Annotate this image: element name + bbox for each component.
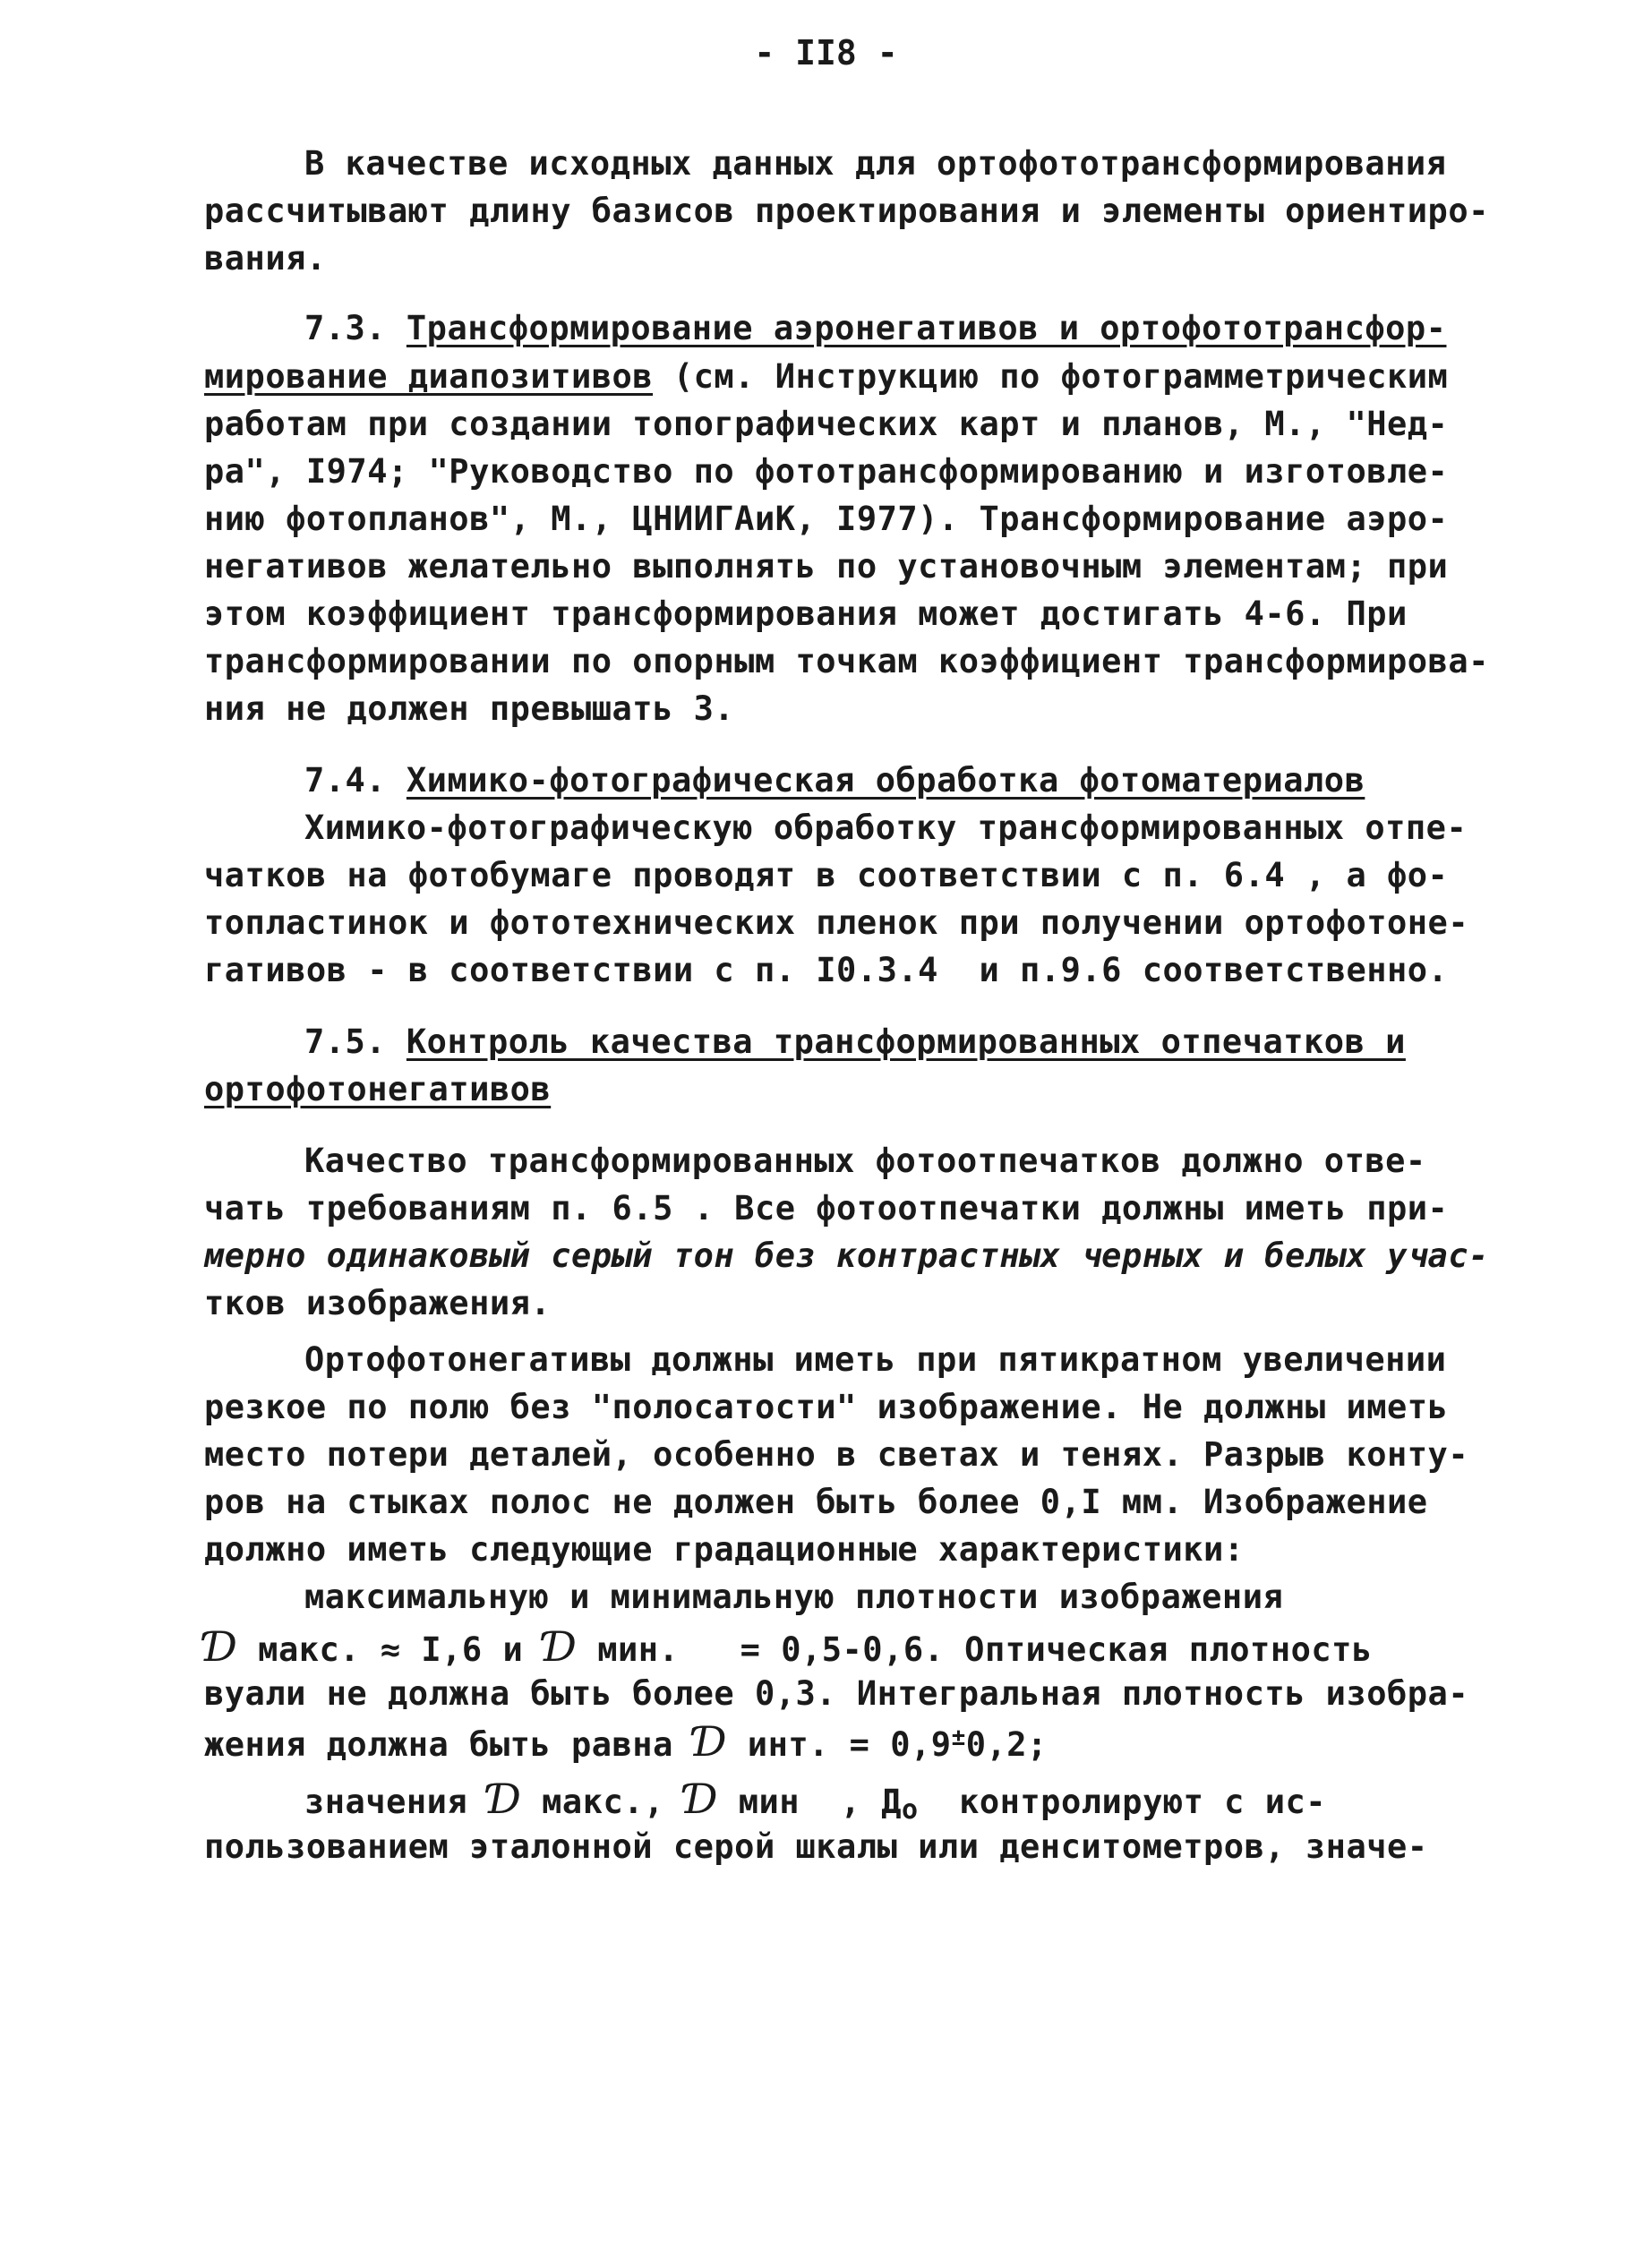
paragraph-line: вания. — [204, 239, 327, 278]
formula-text: 0,2; — [965, 1725, 1048, 1764]
formula-text: I,6 и — [400, 1630, 544, 1669]
formula-line — [204, 1624, 1373, 1673]
paragraph-line: негативов желательно выполнять по установочным элементам; при — [204, 547, 1449, 586]
paragraph-line: нию фотопланов", М., ЦНИИГАиК, I977). Трансформирование аэро- — [204, 500, 1449, 538]
density-symbol: Ɗ — [693, 1717, 728, 1766]
section-title-line — [204, 1067, 551, 1112]
paragraph-line: В качестве исходных данных для ортофототрансформирования — [304, 144, 1447, 183]
paragraph-line: ра", I974; "Руководство по фототрансформированию и изготовле- — [204, 452, 1449, 491]
paragraph-line: Химико-фотографическую обработку трансформированных отпе- — [304, 808, 1468, 847]
formula-text: макс., — [521, 1783, 685, 1821]
paragraph-line: чать требованиям п. 6.5 . Все фотоотпечатки должны иметь при- — [204, 1189, 1449, 1228]
paragraph-line: место потери деталей, особенно в светах и тенях. Разрыв конту- — [204, 1435, 1469, 1474]
paragraph-line: этом коэффициент трансформирования может достигать 4-6. При — [204, 595, 1408, 633]
paragraph-line: гативов - в соответствии с п. I0.3.4 и п.9.6 соответственно. — [204, 951, 1449, 989]
section-title: Контроль качества трансформированных отпечатков и — [406, 1022, 1406, 1061]
paragraph-line: чатков на фотобумаге проводят в соответствии с п. 6.4 , а фо- — [204, 856, 1449, 894]
density-symbol: Ɗ — [487, 1775, 522, 1823]
paragraph-line: работам при создании топографических карт и планов, М., "Нед- — [204, 405, 1449, 443]
formula-text: мин. = 0,5-0,6. Оптическая плотность — [577, 1630, 1373, 1669]
section-title: Химико-фотографическая обработка фотоматериалов — [406, 761, 1365, 800]
paragraph-line: Ортофотонегативы должны иметь при пятикратном увеличении — [304, 1340, 1447, 1379]
paragraph-line: ния не должен превышать 3. — [204, 689, 735, 728]
formula-line — [204, 1719, 1048, 1771]
section-title: мирование диапозитивов — [204, 357, 654, 396]
density-symbol: Ɗ — [204, 1622, 238, 1671]
paragraph-line — [204, 355, 1448, 399]
paragraph-line: пользованием эталонной серой шкалы или денситометров, значе- — [204, 1827, 1428, 1866]
formula-text: мин , Д — [717, 1783, 902, 1821]
paragraph-line: резкое по полю без "полосатости" изображение. Не должны иметь — [204, 1388, 1449, 1426]
paragraph-line: должно иметь следующие градационные характеристики: — [204, 1530, 1245, 1569]
section-title: Трансформирование аэронегативов и ортофототрансфор- — [406, 309, 1447, 347]
subscript-o: о — [901, 1794, 919, 1826]
formula-text: контролируют с ис- — [918, 1783, 1327, 1821]
section-7-4-heading — [304, 758, 1365, 803]
section-title: ортофотонегативов — [204, 1070, 552, 1108]
formula-text: макс. — [237, 1630, 381, 1669]
paragraph-line: вуали не должна быть более 0,3. Интегральная плотность изобра- — [204, 1674, 1469, 1713]
paragraph-line: рассчитывают длину базисов проектирования и элементы ориентиро- — [204, 192, 1489, 230]
page-number: - II8 - — [754, 33, 898, 73]
formula-text: инт. = 0,9 — [727, 1725, 952, 1764]
plus-minus-symbol: ± — [951, 1724, 966, 1751]
paragraph-text: (см. Инструкцию по фотограмметрическим — [653, 357, 1449, 396]
formula-text: значения — [304, 1783, 488, 1821]
formula-text: жения должна быть равна — [204, 1725, 694, 1764]
section-number: 7.3. — [304, 309, 387, 347]
paragraph-line: мерно одинаковый серый тон без контрастных черных и белых учас- — [204, 1236, 1489, 1275]
paragraph-line: максимальную и минимальную плотности изображения — [304, 1578, 1284, 1616]
approx-symbol: ≈ — [380, 1630, 401, 1669]
paragraph-line: ров на стыках полос не должен быть более 0,I мм. Изображение — [204, 1483, 1428, 1521]
paragraph-line: топластинок и фототехнических пленок при получении ортофотоне- — [204, 903, 1469, 942]
section-number: 7.5. — [304, 1022, 387, 1061]
density-symbol: Ɗ — [684, 1775, 718, 1823]
paragraph-line: тков изображения. — [204, 1284, 552, 1322]
paragraph-line: Качество трансформированных фотоотпечатков должно отве- — [304, 1142, 1426, 1180]
formula-line — [304, 1776, 1326, 1827]
paragraph-line: трансформировании по опорным точкам коэффициент трансформирова- — [204, 642, 1489, 680]
density-symbol: Ɗ — [544, 1622, 578, 1671]
section-7-3-heading — [304, 306, 1446, 351]
section-7-5-heading — [304, 1020, 1406, 1065]
section-number: 7.4. — [304, 761, 387, 800]
